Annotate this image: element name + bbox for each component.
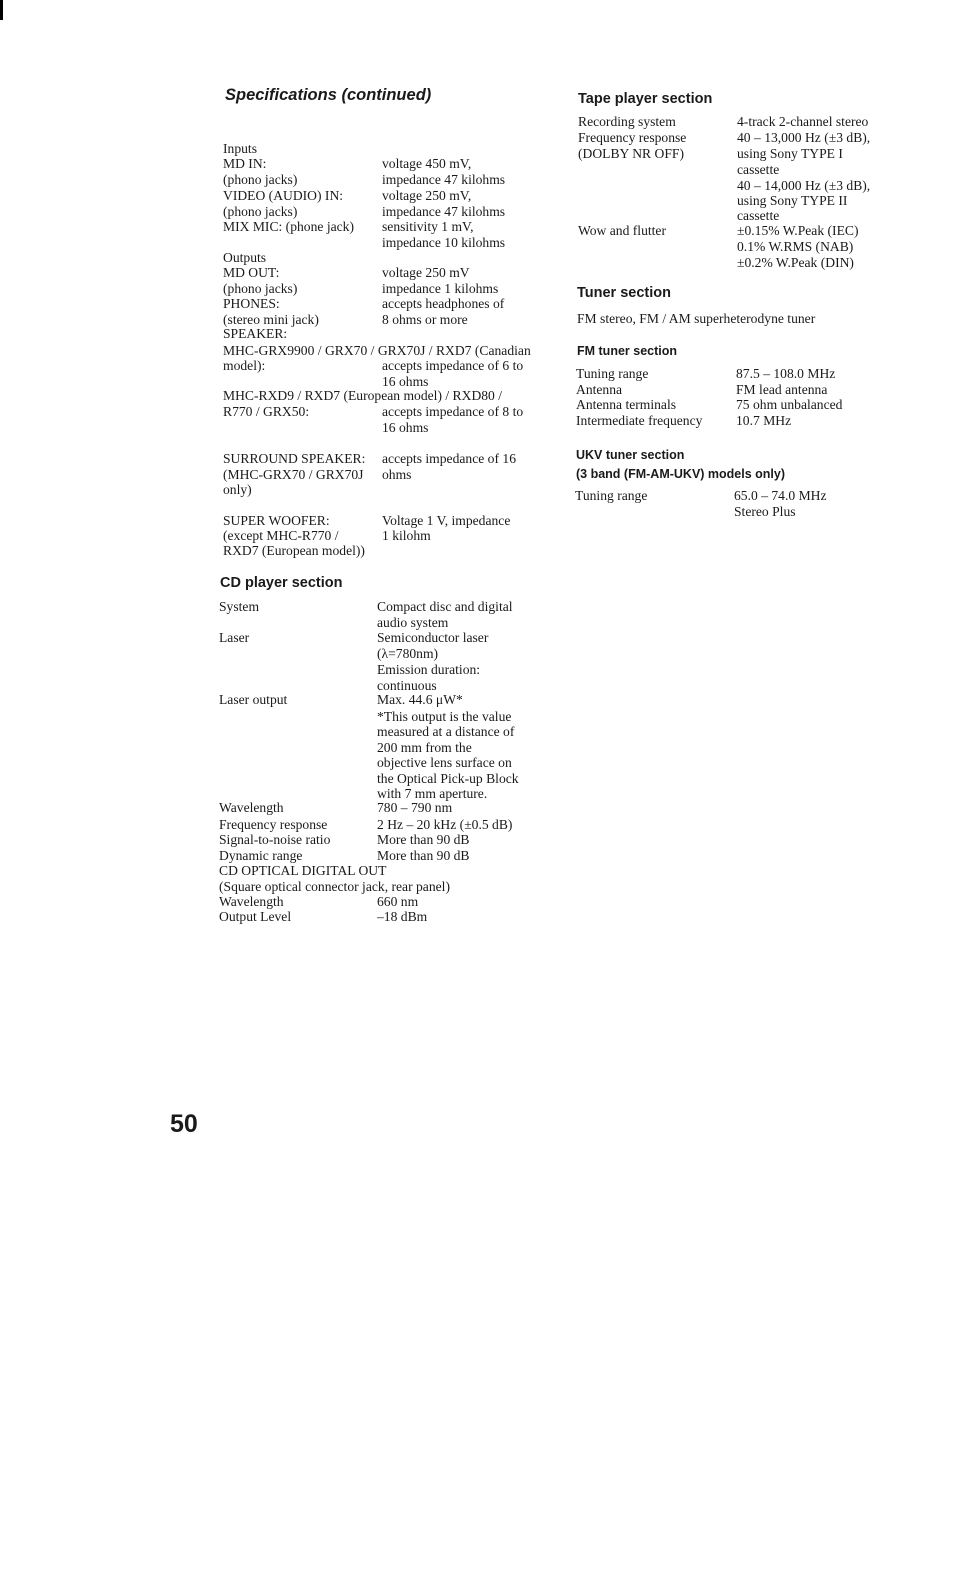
fm-spec-label: Intermediate frequency <box>576 413 703 428</box>
cd-spec-label: Laser output <box>219 692 288 707</box>
cd-spec-label: Signal-to-noise ratio <box>219 832 331 847</box>
io-spec-label: RXD7 (European model)) <box>223 543 365 558</box>
scan-edge-mark <box>0 0 3 20</box>
fm-spec-value: FM lead antenna <box>736 382 828 397</box>
tape-spec-label: Wow and flutter <box>578 223 666 238</box>
tape-spec-value: cassette <box>737 208 780 223</box>
tape-spec-value: using Sony TYPE I <box>737 146 843 161</box>
io-spec-value: accepts impedance of 8 to <box>382 404 524 419</box>
io-spec-label: R770 / GRX50: <box>223 404 310 419</box>
cd-spec-value: 780 – 790 nm <box>377 800 453 815</box>
io-spec-label: Outputs <box>223 250 267 265</box>
io-spec-label: MD OUT: <box>223 265 280 280</box>
ukv-spec-label: Tuning range <box>575 488 648 503</box>
fm-spec-label: Tuning range <box>576 366 649 381</box>
io-spec-value: accepts headphones of <box>382 296 505 311</box>
io-spec-label: SPEAKER: <box>223 326 288 341</box>
cd-spec-value: measured at a distance of <box>377 724 515 739</box>
tape-spec-value: ±0.2% W.Peak (DIN) <box>737 255 854 270</box>
tuner-section-heading: Tuner section <box>577 285 671 301</box>
cd-spec-value: the Optical Pick-up Block <box>377 771 519 786</box>
io-spec-value: voltage 250 mV, <box>382 188 472 203</box>
io-spec-label: (phono jacks) <box>223 204 298 219</box>
tape-spec-value: 0.1% W.RMS (NAB) <box>737 239 854 254</box>
cd-spec-value: *This output is the value <box>377 709 512 724</box>
cd-section-heading: CD player section <box>220 575 343 591</box>
cd-spec-value: Max. 44.6 μW* <box>377 692 463 707</box>
io-spec-value: accepts impedance of 6 to <box>382 358 524 373</box>
io-spec-value: impedance 47 kilohms <box>382 172 506 187</box>
io-spec-label: SUPER WOOFER: <box>223 513 330 528</box>
io-spec-label: MIX MIC: (phone jack) <box>223 219 354 234</box>
cd-spec-value: More than 90 dB <box>377 848 470 863</box>
io-spec-value: accepts impedance of 16 <box>382 451 516 466</box>
cd-spec-label: Output Level <box>219 909 292 924</box>
io-spec-value: Voltage 1 V, impedance <box>382 513 511 528</box>
io-spec-label: (stereo mini jack) <box>223 312 319 327</box>
tape-spec-value: cassette <box>737 162 780 177</box>
tape-spec-value: 40 – 13,000 Hz (±3 dB), <box>737 130 871 145</box>
tape-spec-value: 40 – 14,000 Hz (±3 dB), <box>737 178 871 193</box>
io-spec-label: PHONES: <box>223 296 280 311</box>
io-spec-label: only) <box>223 482 252 497</box>
cd-spec-label: Dynamic range <box>219 848 303 863</box>
cd-spec-label: System <box>219 599 260 614</box>
cd-spec-value: Compact disc and digital <box>377 599 513 614</box>
io-spec-value: impedance 47 kilohms <box>382 204 506 219</box>
cd-spec-value: 2 Hz – 20 kHz (±0.5 dB) <box>377 817 513 832</box>
fm-spec-value: 75 ohm unbalanced <box>736 397 843 412</box>
tape-section-heading: Tape player section <box>578 91 713 107</box>
cd-spec-value: (λ=780nm) <box>377 646 439 661</box>
tuner-description: FM stereo, FM / AM superheterodyne tuner <box>577 311 816 326</box>
fm-spec-value: 87.5 – 108.0 MHz <box>736 366 836 381</box>
page-title: Specifications (continued) <box>225 86 432 104</box>
cd-spec-value: Semiconductor laser <box>377 630 489 645</box>
io-spec-value: impedance 1 kilohms <box>382 281 499 296</box>
cd-spec-value: continuous <box>377 678 437 693</box>
cd-spec-label: CD OPTICAL DIGITAL OUT <box>219 863 387 878</box>
cd-spec-label: Frequency response <box>219 817 328 832</box>
io-spec-label: (phono jacks) <box>223 172 298 187</box>
fm-spec-label: Antenna <box>576 382 623 397</box>
io-spec-value: 16 ohms <box>382 420 429 435</box>
tape-spec-value: ±0.15% W.Peak (IEC) <box>737 223 859 238</box>
io-spec-label: (except MHC-R770 / <box>223 528 339 543</box>
cd-spec-label: Laser <box>219 630 250 645</box>
io-spec-label: model): <box>223 358 266 373</box>
tape-spec-label: Frequency response <box>578 130 687 145</box>
tape-spec-value: using Sony TYPE II <box>737 193 848 208</box>
fm-spec-label: Antenna terminals <box>576 397 677 412</box>
io-spec-value: ohms <box>382 467 412 482</box>
io-spec-label: VIDEO (AUDIO) IN: <box>223 188 344 203</box>
tape-spec-label: (DOLBY NR OFF) <box>578 146 684 161</box>
fm-spec-value: 10.7 MHz <box>736 413 792 428</box>
cd-spec-value: 200 mm from the <box>377 740 472 755</box>
cd-spec-value: –18 dBm <box>377 909 428 924</box>
ukv-spec-value: Stereo Plus <box>734 504 796 519</box>
cd-spec-value: objective lens surface on <box>377 755 512 770</box>
io-spec-value: 16 ohms <box>382 374 429 389</box>
io-spec-label: MHC-RXD9 / RXD7 (European model) / RXD80 / <box>223 388 503 403</box>
io-spec-label: MHC-GRX9900 / GRX70 / GRX70J / RXD7 (Canadian <box>223 343 531 358</box>
tape-spec-value: 4-track 2-channel stereo <box>737 114 869 129</box>
cd-spec-label: Wavelength <box>219 894 284 909</box>
io-spec-value: voltage 250 mV <box>382 265 470 280</box>
ukv-spec-value: 65.0 – 74.0 MHz <box>734 488 827 503</box>
cd-spec-value: audio system <box>377 615 449 630</box>
io-spec-label: Inputs <box>223 141 257 156</box>
page-number: 50 <box>170 1110 198 1138</box>
io-spec-value: 1 kilohm <box>382 528 431 543</box>
ukv-tuner-heading: UKV tuner section <box>576 448 685 462</box>
io-spec-label: (MHC-GRX70 / GRX70J <box>223 467 364 482</box>
io-spec-value: voltage 450 mV, <box>382 156 472 171</box>
tape-spec-label: Recording system <box>578 114 676 129</box>
io-spec-label: (phono jacks) <box>223 281 298 296</box>
io-spec-value: sensitivity 1 mV, <box>382 219 474 234</box>
cd-spec-value: Emission duration: <box>377 662 481 677</box>
io-spec-value: impedance 10 kilohms <box>382 235 506 250</box>
io-spec-label: SURROUND SPEAKER: <box>223 451 366 466</box>
io-spec-label: MD IN: <box>223 156 267 171</box>
ukv-tuner-subheading: (3 band (FM-AM-UKV) models only) <box>576 467 786 481</box>
fm-tuner-heading: FM tuner section <box>577 344 678 358</box>
cd-spec-value: 660 nm <box>377 894 419 909</box>
io-spec-value: 8 ohms or more <box>382 312 468 327</box>
cd-spec-value: with 7 mm aperture. <box>377 786 488 801</box>
cd-spec-label: (Square optical connector jack, rear panel) <box>219 879 450 894</box>
cd-spec-value: More than 90 dB <box>377 832 470 847</box>
cd-spec-label: Wavelength <box>219 800 284 815</box>
